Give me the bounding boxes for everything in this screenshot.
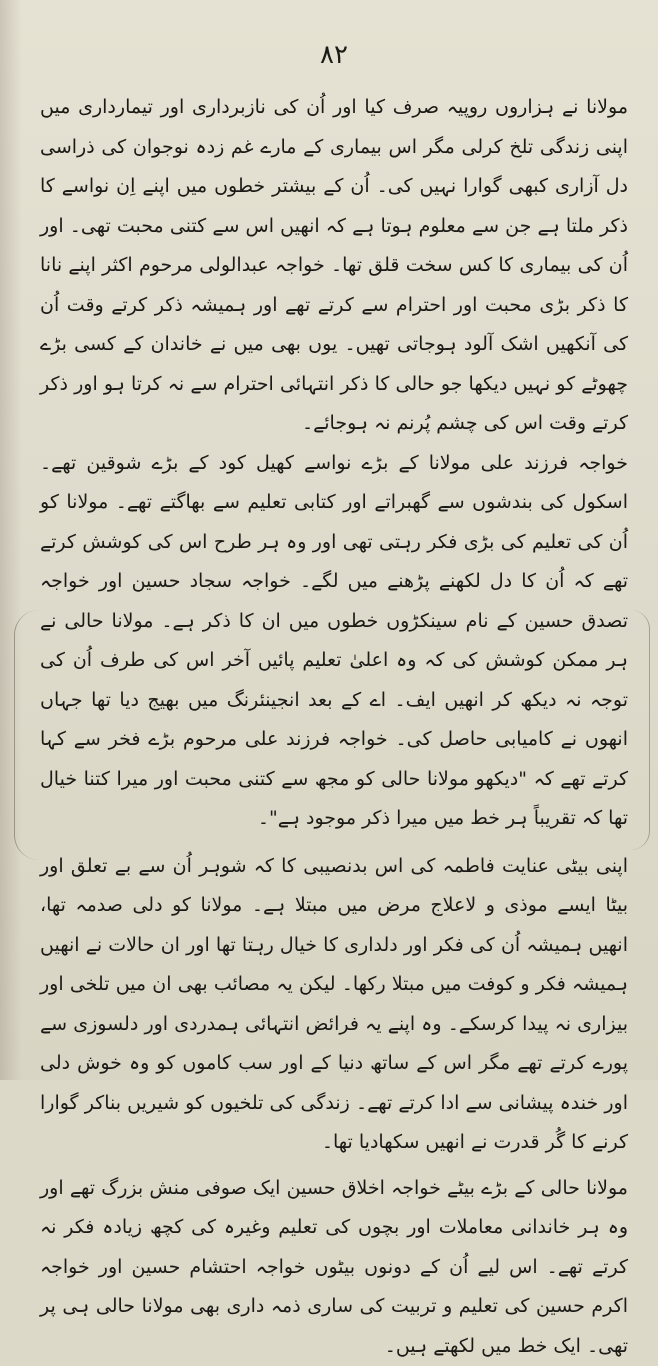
paragraph-4: مولانا حالی کے بڑے بیٹے خواجہ اخلاق حسین ایک صوفی منش بزرگ تھے اور وہ ہر خاندانی معاملات اور بچوں کی تعلیم وغیرہ کی کچھ زیادہ فکر نہ کرتے تھے۔ اس لیے اُن کے دونوں بیٹوں خواجہ احتشام حسین اور خواجہ اکرم حسین کی تعلیم و تربیت کی ساری ذمہ داری بھی مولانا حالی ہی پر تھی۔ ایک خط میں لکھتے ہیں۔ bbox=[40, 1169, 628, 1366]
paragraph-2: خواجہ فرزند علی مولانا کے بڑے نواسے کھیل کود کے بڑے شوقین تھے۔ اسکول کی بندشوں سے گھبراتے اور کتابی تعلیم سے بھاگتے تھے۔ مولانا کو اُن کی تعلیم کی بڑی فکر رہتی تھی اور وہ ہر طرح اس کی کوشش کرتے تھے کہ اُن کا دل لکھنے پڑھنے میں لگے۔ خواجہ سجاد حسین اور خواجہ تصدق حسین کے نام سینکڑوں خطوں میں ان کا ذکر ہے۔ مولانا حالی نے ہر ممکن کوشش کی کہ وہ اعلیٰ تعلیم پائیں آخر اس کی طرف اُن کی توجہ نہ دیکھ کر انھیں ایف۔ اے کے بعد انجینئرنگ میں بھیج دیا تھا جہاں انھوں نے کامیابی حاصل کی۔ خواجہ فرزند علی مرحوم بڑے فخر سے کہا کرتے تھے کہ "دیکھو مولانا حالی کو مجھ سے کتنی محبت اور میرا کتنا خیال تھا کہ تقریباً ہر خط میں میرا ذکر موجود ہے"۔ bbox=[40, 444, 628, 839]
handwritten-margin-bracket bbox=[14, 610, 39, 860]
paragraph-3: اپنی بیٹی عنایت فاطمہ کی اس بدنصیبی کا کہ شوہر اُن سے بے تعلق اور بیٹا ایسے موذی و لاعلاج مرض میں مبتلا ہے۔ مولانا کو دلی صدمہ تھا، انھیں ہمیشہ اُن کی فکر اور دلداری کا خیال رہتا تھا اور ان حالات نے انھیں ہمیشہ فکر و کوفت میں مبتلا رکھا۔ لیکن یہ مصائب بھی ان میں تلخی اور بیزاری نہ پیدا کرسکے۔ وہ اپنے یہ فرائض انتہائی ہمدردی اور دلسوزی سے پورے کرتے تھے مگر اس کے ساتھ دنیا کے اور سب کاموں کو وہ خوش دلی اور خندہ پیشانی سے ادا کرتے تھے۔ زندگی کی تلخیوں کو شیریں بناکر گوارا کرنے کا گُر قدرت نے انھیں سکھادیا تھا۔ bbox=[40, 847, 628, 1163]
paragraph-1: مولانا نے ہزاروں روپیہ صرف کیا اور اُن کی نازبرداری اور تیمارداری میں اپنی زندگی تلخ کرلی مگر اس بیماری کے مارے غم زدہ نوجوان کی ذراسی دل آزاری کبھی گوارا نہیں کی۔ اُن کے بیشتر خطوں میں اپنے اِن نواسے کا ذکر ملتا ہے جن سے معلوم ہوتا ہے کہ انھیں اس سے کتنی محبت تھی۔ اور اُن کی بیماری کا کس سخت قلق تھا۔ خواجہ عبدالولی مرحوم اکثر اپنے نانا کا ذکر بڑی محبت اور احترام سے کرتے تھے اور ہمیشہ ذکر کرتے وقت اُن کی آنکھیں اشک آلود ہوجاتی تھیں۔ یوں بھی میں نے خاندان کے کسی بڑے چھوٹے کو نہیں دیکھا جو حالی کا ذکر انتہائی احترام سے نہ کرتا ہو اور ذکر کرتے وقت اس کی چشم پُرنم نہ ہوجائے۔ bbox=[40, 88, 628, 444]
page-number: ۸۲ bbox=[40, 40, 628, 70]
page-gutter-shadow bbox=[0, 0, 22, 1080]
handwritten-margin-bracket-right bbox=[631, 610, 650, 850]
